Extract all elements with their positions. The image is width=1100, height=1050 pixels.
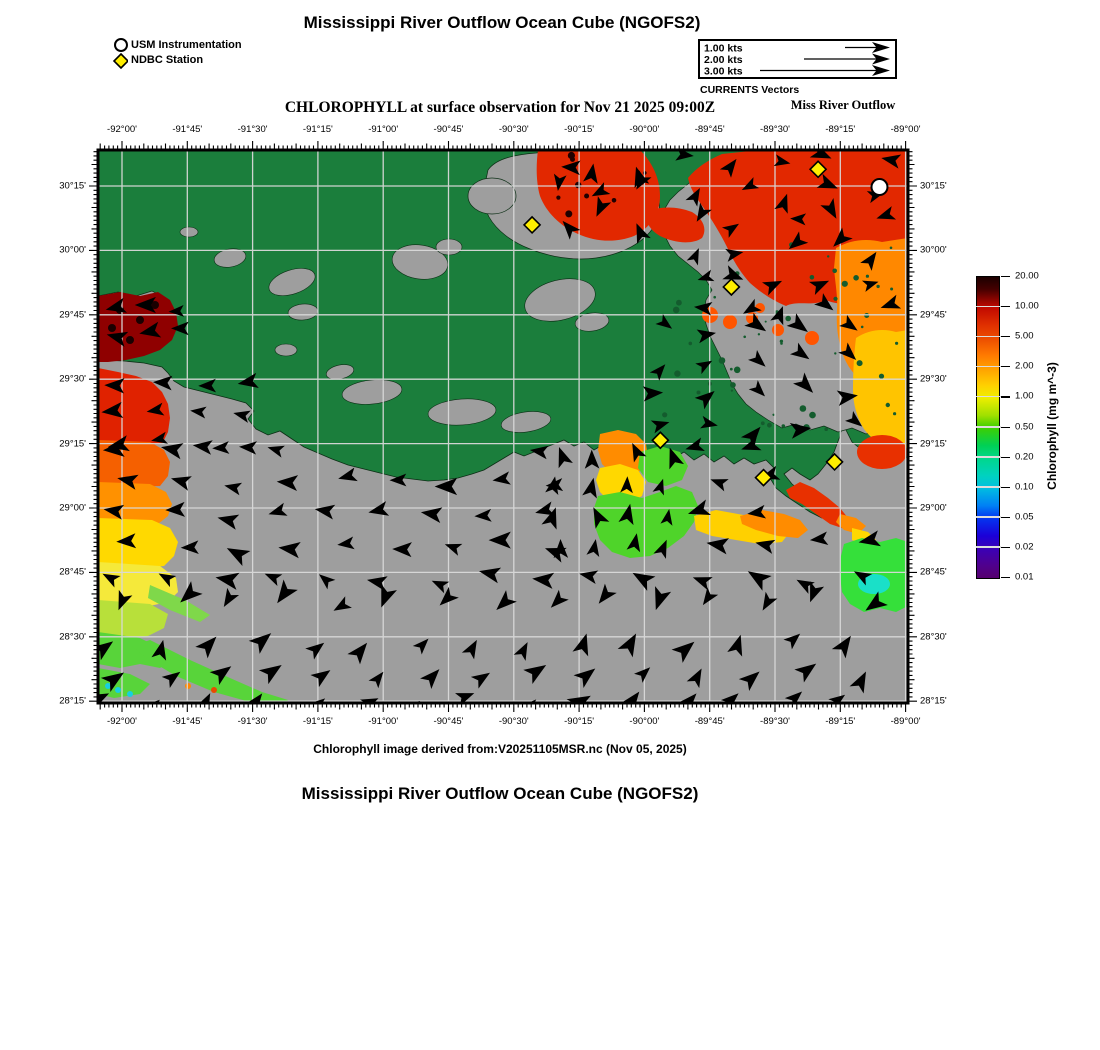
- marsh-speckle: [734, 367, 741, 374]
- chl-cyan-spot: [127, 691, 133, 697]
- lat-tick-label: 29°15': [59, 438, 86, 450]
- lon-tick-label: -89°00': [890, 716, 921, 727]
- marsh-speckle: [832, 269, 837, 274]
- currents-legend-entry-label: 2.00 kts: [704, 53, 743, 66]
- lon-tick-label: -89°15': [825, 124, 856, 135]
- map-layers: [88, 143, 908, 717]
- marsh-speckle: [662, 412, 667, 417]
- lon-tick-label: -92°00': [107, 716, 137, 727]
- lat-tick-label: 29°45': [59, 309, 86, 321]
- lat-tick-label: 30°00': [920, 244, 947, 256]
- marsh-speckle: [809, 412, 816, 419]
- colorbar-tick: [1001, 427, 1010, 428]
- inland-lake: [275, 344, 297, 356]
- lon-tick-label: -91°15': [302, 716, 333, 727]
- colorbar-tick: [1001, 366, 1010, 367]
- colorbar-tick-line: [976, 396, 1001, 398]
- currents-legend-entry-label: 3.00 kts: [704, 65, 743, 77]
- lat-tick-label: 30°00': [59, 244, 86, 256]
- lon-tick-label: -91°45': [172, 124, 203, 135]
- lon-tick-label: -90°00': [629, 716, 660, 727]
- chl-chandeleur-red: [857, 435, 907, 469]
- marsh-speckle: [861, 326, 864, 329]
- lon-tick-label: -90°15': [564, 716, 595, 727]
- colorbar-tick-label: 0.50: [1015, 421, 1034, 432]
- lon-tick-label: -89°15': [825, 716, 856, 727]
- water-lake-maurepas: [468, 178, 516, 214]
- lat-tick-label: 29°30': [59, 373, 86, 385]
- marsh-speckle: [833, 297, 837, 301]
- lon-tick-label: -91°15': [302, 124, 333, 135]
- marsh-speckle: [890, 247, 893, 250]
- marsh-speckle: [689, 342, 693, 346]
- colorbar-tick-label: 0.02: [1015, 541, 1034, 553]
- marsh-speckle: [895, 342, 898, 345]
- marsh-speckle: [827, 255, 829, 257]
- lon-tick-label: -91°45': [172, 716, 203, 727]
- figure-subtitle: CHLOROPHYLL at surface observation for Nov 21 2025 09:00Z: [284, 99, 716, 116]
- chl-max-spot: [126, 336, 134, 344]
- colorbar-tick-line: [976, 276, 1001, 278]
- colorbar-tick-label: 20.00: [1015, 270, 1039, 282]
- marsh-speckle: [866, 275, 869, 278]
- lat-tick-label: 28°45': [920, 566, 947, 578]
- chl-dark-speckle: [612, 198, 617, 203]
- marsh-speckle: [782, 424, 786, 428]
- marsh-speckle: [697, 391, 701, 395]
- colorbar-tick-label: 0.10: [1015, 481, 1034, 493]
- lat-tick-label: 30°15': [59, 180, 86, 192]
- lat-tick-label: 28°30': [59, 631, 86, 643]
- footer-title: Mississippi River Outflow Ocean Cube (NGOFS2): [301, 784, 699, 803]
- marsh-speckle: [730, 368, 733, 371]
- chl-speck: [211, 687, 217, 693]
- marsh-speckle: [842, 281, 848, 287]
- colorbar-title: Chlorophyll (mg m^-3): [1045, 362, 1059, 490]
- colorbar-tick-label: 0.05: [1015, 511, 1034, 523]
- marsh-speckle: [876, 285, 879, 288]
- colorbar-tick-line: [976, 306, 1001, 308]
- colorbar-tick: [1001, 457, 1010, 458]
- colorbar-tick-line: [976, 426, 1001, 428]
- colorbar-tick: [1001, 336, 1010, 337]
- colorbar-tick-label: 2.00: [1015, 360, 1034, 372]
- marsh-speckle: [893, 412, 896, 415]
- lat-tick-label: 29°00': [59, 502, 86, 514]
- colorbar-tick-line: [976, 366, 1001, 368]
- colorbar-tick-line: [976, 486, 1001, 488]
- chl-borgne-patch: [805, 331, 819, 345]
- marsh-speckle: [758, 333, 760, 335]
- lon-tick-label: -90°15': [564, 124, 595, 135]
- chl-borgne-patch: [772, 324, 784, 336]
- marsh-speckle: [853, 275, 859, 281]
- marsh-speckle: [674, 370, 680, 376]
- colorbar-tick-label: 1.00: [1015, 390, 1034, 402]
- colorbar-tick-label: 0.01: [1015, 571, 1034, 583]
- colorbar-tick: [1001, 547, 1010, 548]
- chl-dark-speckle: [575, 182, 581, 188]
- lon-tick-label: -90°45': [433, 124, 464, 135]
- chl-speck: [185, 683, 191, 689]
- marsh-speckle: [886, 403, 890, 407]
- marsh-speckle: [765, 321, 767, 323]
- lon-tick-label: -91°30': [237, 716, 268, 727]
- lat-tick-label: 29°30': [920, 373, 947, 385]
- marsh-speckle: [731, 390, 733, 392]
- lon-tick-label: -89°30': [760, 716, 790, 727]
- colorbar-tick-label: 0.20: [1015, 451, 1034, 463]
- chl-dark-speckle: [568, 152, 575, 159]
- chl-dark-speckle: [556, 196, 560, 200]
- chl-borgne-patch: [723, 315, 737, 329]
- marsh-speckle: [824, 427, 828, 431]
- figure-caption: Chlorophyll image derived from:V20251105MSR.nc (Nov 05, 2025): [313, 742, 687, 756]
- marsh-speckle: [785, 316, 791, 322]
- legend-ndbc-label: NDBC Station: [131, 54, 204, 66]
- colorbar-tick: [1001, 276, 1010, 277]
- colorbar-tick-line: [976, 546, 1001, 548]
- marsh-speckle: [810, 275, 815, 280]
- region-label: Miss River Outflow: [790, 98, 896, 112]
- lat-tick-label: 29°00': [920, 502, 947, 514]
- lon-tick-label: -90°30': [498, 124, 529, 135]
- lon-tick-label: -90°45': [433, 716, 464, 727]
- chl-cyan-spot: [115, 687, 121, 693]
- marsh-speckle: [767, 423, 772, 428]
- chl-dark-speckle: [584, 194, 589, 199]
- marsh-speckle: [890, 288, 893, 291]
- lon-tick-label: -92°00': [107, 124, 137, 135]
- marsh-speckle: [761, 421, 765, 425]
- currents-legend-entry-label: 1.00 kts: [704, 42, 743, 55]
- marsh-speckle: [864, 313, 869, 318]
- marsh-speckle: [879, 374, 884, 379]
- lon-tick-label: -90°00': [629, 124, 660, 135]
- lat-tick-label: 28°15': [920, 695, 947, 707]
- lon-tick-label: -91°00': [368, 716, 399, 727]
- colorbar-tick-label: 10.00: [1015, 300, 1039, 312]
- colorbar-tick-line: [976, 577, 1001, 579]
- lon-tick-label: -89°30': [760, 124, 790, 135]
- inland-lake: [180, 227, 198, 237]
- lon-tick-label: -90°30': [498, 716, 529, 727]
- chl-max-spot: [136, 316, 144, 324]
- lat-tick-label: 28°45': [59, 566, 86, 578]
- colorbar-tick: [1001, 306, 1010, 307]
- lat-tick-label: 29°45': [920, 309, 947, 321]
- legend-usm-label: USM Instrumentation: [131, 39, 242, 51]
- chl-dark-speckle: [565, 210, 572, 217]
- chl-max-spot: [108, 324, 116, 332]
- marsh-speckle: [857, 360, 863, 366]
- marsh-speckle: [719, 357, 726, 364]
- currents-legend-title: CURRENTS Vectors: [700, 84, 800, 96]
- colorbar-tick-line: [976, 336, 1001, 338]
- lon-tick-label: -89°00': [890, 124, 921, 135]
- colorbar-tick-label: 5.00: [1015, 330, 1034, 342]
- lon-tick-label: -89°45': [694, 716, 725, 727]
- colorbar-tick: [1001, 517, 1010, 518]
- lat-tick-label: 29°15': [920, 438, 947, 450]
- colorbar: [976, 276, 1000, 579]
- marsh-speckle: [713, 296, 716, 299]
- marsh-speckle: [780, 342, 783, 345]
- colorbar-tick-line: [976, 456, 1001, 458]
- lon-tick-label: -89°45': [694, 124, 725, 135]
- marsh-speckle: [730, 382, 736, 388]
- marsh-speckle: [676, 300, 682, 306]
- lon-tick-label: -91°30': [237, 124, 268, 135]
- colorbar-tick: [1001, 487, 1010, 488]
- marsh-speckle: [800, 405, 807, 412]
- marsh-speckle: [673, 307, 680, 314]
- figure-title: Mississippi River Outflow Ocean Cube (NGOFS2): [303, 13, 701, 32]
- colorbar-tick-line: [976, 516, 1001, 518]
- colorbar-tick: [1001, 396, 1010, 397]
- lat-tick-label: 30°15': [920, 180, 947, 192]
- lon-tick-label: -91°00': [368, 124, 399, 135]
- lat-tick-label: 28°15': [59, 695, 86, 707]
- marsh-speckle: [834, 352, 836, 354]
- marsh-speckle: [743, 336, 746, 339]
- lat-tick-label: 28°30': [920, 631, 947, 643]
- usm-instrumentation-marker: [871, 179, 887, 195]
- colorbar-tick: [1001, 577, 1010, 578]
